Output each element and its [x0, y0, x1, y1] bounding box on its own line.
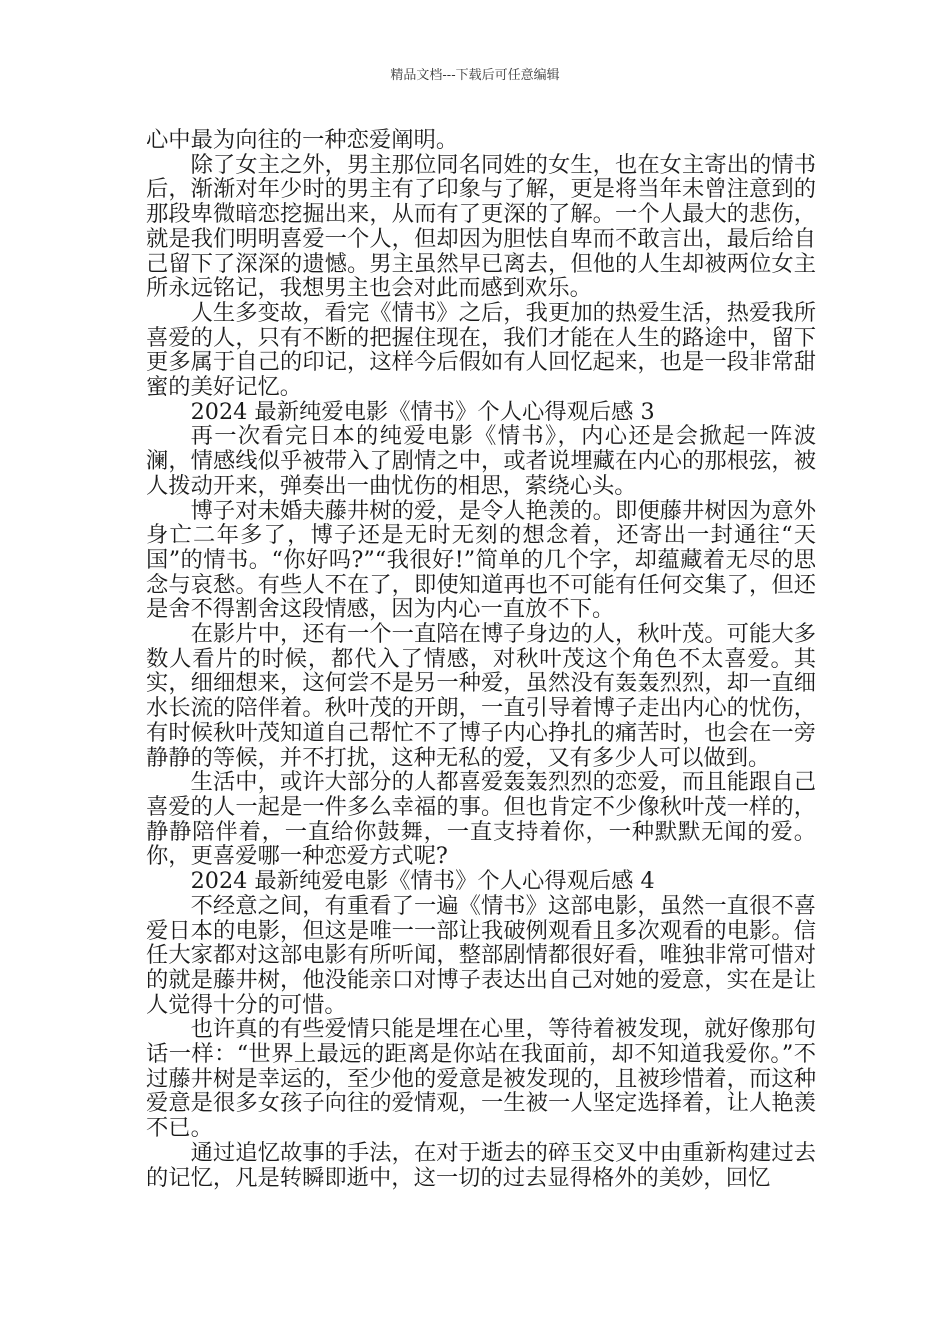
- paragraph: 也许真的有些爱情只能是埋在心里，等待着被发现，就好像那句话一样：“世界上最远的距离是你站在我面前，却不知道我爱你。”不过藤井树是幸运的，至少他的爱意是被发现的，且被珍惜着，而这种爱意是很多女孩子向往的爱情观，一生被一人坚定选择着，让人艳羡不已。: [146, 1016, 816, 1142]
- section-heading: 2024 最新纯爱电影《情书》个人心得观后感 3: [190, 398, 655, 425]
- paragraph: 博子对未婚夫藤井树的爱，是令人艳羡的。即便藤井树因为意外身亡二年多了，博子还是无时无刻的想念着，还寄出一封通往“天国”的情书。“你好吗?”“我很好!”简单的几个字，却蕴藏着无尽的思念与哀愁。有些人不在了，即使知道再也不可能有任何交集了，但还是舍不得割舍这段情感，因为内心一直放不下。: [146, 497, 816, 623]
- paragraph: 心中最为向往的一种恋爱阐明。: [146, 127, 459, 153]
- paragraph: 在影片中，还有一个一直陪在博子身边的人，秋叶茂。可能大多数人看片的时候，都代入了情感，对秋叶茂这个角色不太喜爱。其实，细细想来，这何尝不是另一种爱，虽然没有轰轰烈烈，却一直细水长流的陪伴着。秋叶茂的开朗，一直引导着博子走出内心的忧伤，有时候秋叶茂知道自己帮忙不了博子内心挣扎的痛苦时，也会在一旁静静的等候，并不打扰，这种无私的爱，又有多少人可以做到。: [146, 621, 816, 771]
- paragraph: 除了女主之外，男主那位同名同姓的女生，也在女主寄出的情书后，渐渐对年少时的男主有了印象与了解，更是将当年未曾注意到的那段卑微暗恋挖掘出来，从而有了更深的了解。一个人最大的悲伤，就是我们明明喜爱一个人，但却因为胆怯自卑而不敢言出，最后给自己留下了深深的遗憾。男主虽然早已离去，但他的人生却被两位女主所永远铭记，我想男主也会对此而感到欢乐。: [146, 151, 816, 302]
- section-heading: 2024 最新纯爱电影《情书》个人心得观后感 4: [190, 868, 655, 895]
- paragraph: 生活中，或许大部分的人都喜爱轰轰烈烈的恋爱，而且能跟自己喜爱的人一起是一件多么幸福的事。但也肯定不少像秋叶茂一样的，静静陪伴着，一直给你鼓舞，一直支持着你，一种默默无闻的爱。你，更喜爱哪一种恋爱方式呢?: [146, 769, 816, 870]
- page-header: 精品文档---下载后可任意编辑: [390, 68, 560, 83]
- paragraph: 通过追忆故事的手法，在对于逝去的碎玉交叉中由重新构建过去的记忆，凡是转瞬即逝中，这一切的过去显得格外的美妙，回忆: [146, 1139, 816, 1191]
- paragraph: 再一次看完日本的纯爱电影《情书》，内心还是会掀起一阵波澜，情感线似乎被带入了剧情之中，或者说埋藏在内心的那根弦，被人拨动开来，弹奏出一曲忧伤的相思，萦绕心头。: [146, 423, 816, 499]
- paragraph: 不经意之间，有重看了一遍《情书》这部电影，虽然一直很不喜爱日本的电影，但这是唯一一部让我破例观看且多次观看的电影。信任大家都对这部电影有所听闻，整部剧情都很好看，唯独非常可惜对的就是藤井树，他没能亲口对博子表达出自己对她的爱意，实在是让人觉得十分的可惜。: [146, 892, 816, 1018]
- paragraph: 人生多变故，看完《情书》之后，我更加的热爱生活，热爱我所喜爱的人，只有不断的把握住现在，我们才能在人生的路途中，留下更多属于自己的印记，这样今后假如有人回忆起来，也是一段非常甜蜜的美好记忆。: [146, 299, 816, 401]
- document-body: [146, 128, 816, 1190]
